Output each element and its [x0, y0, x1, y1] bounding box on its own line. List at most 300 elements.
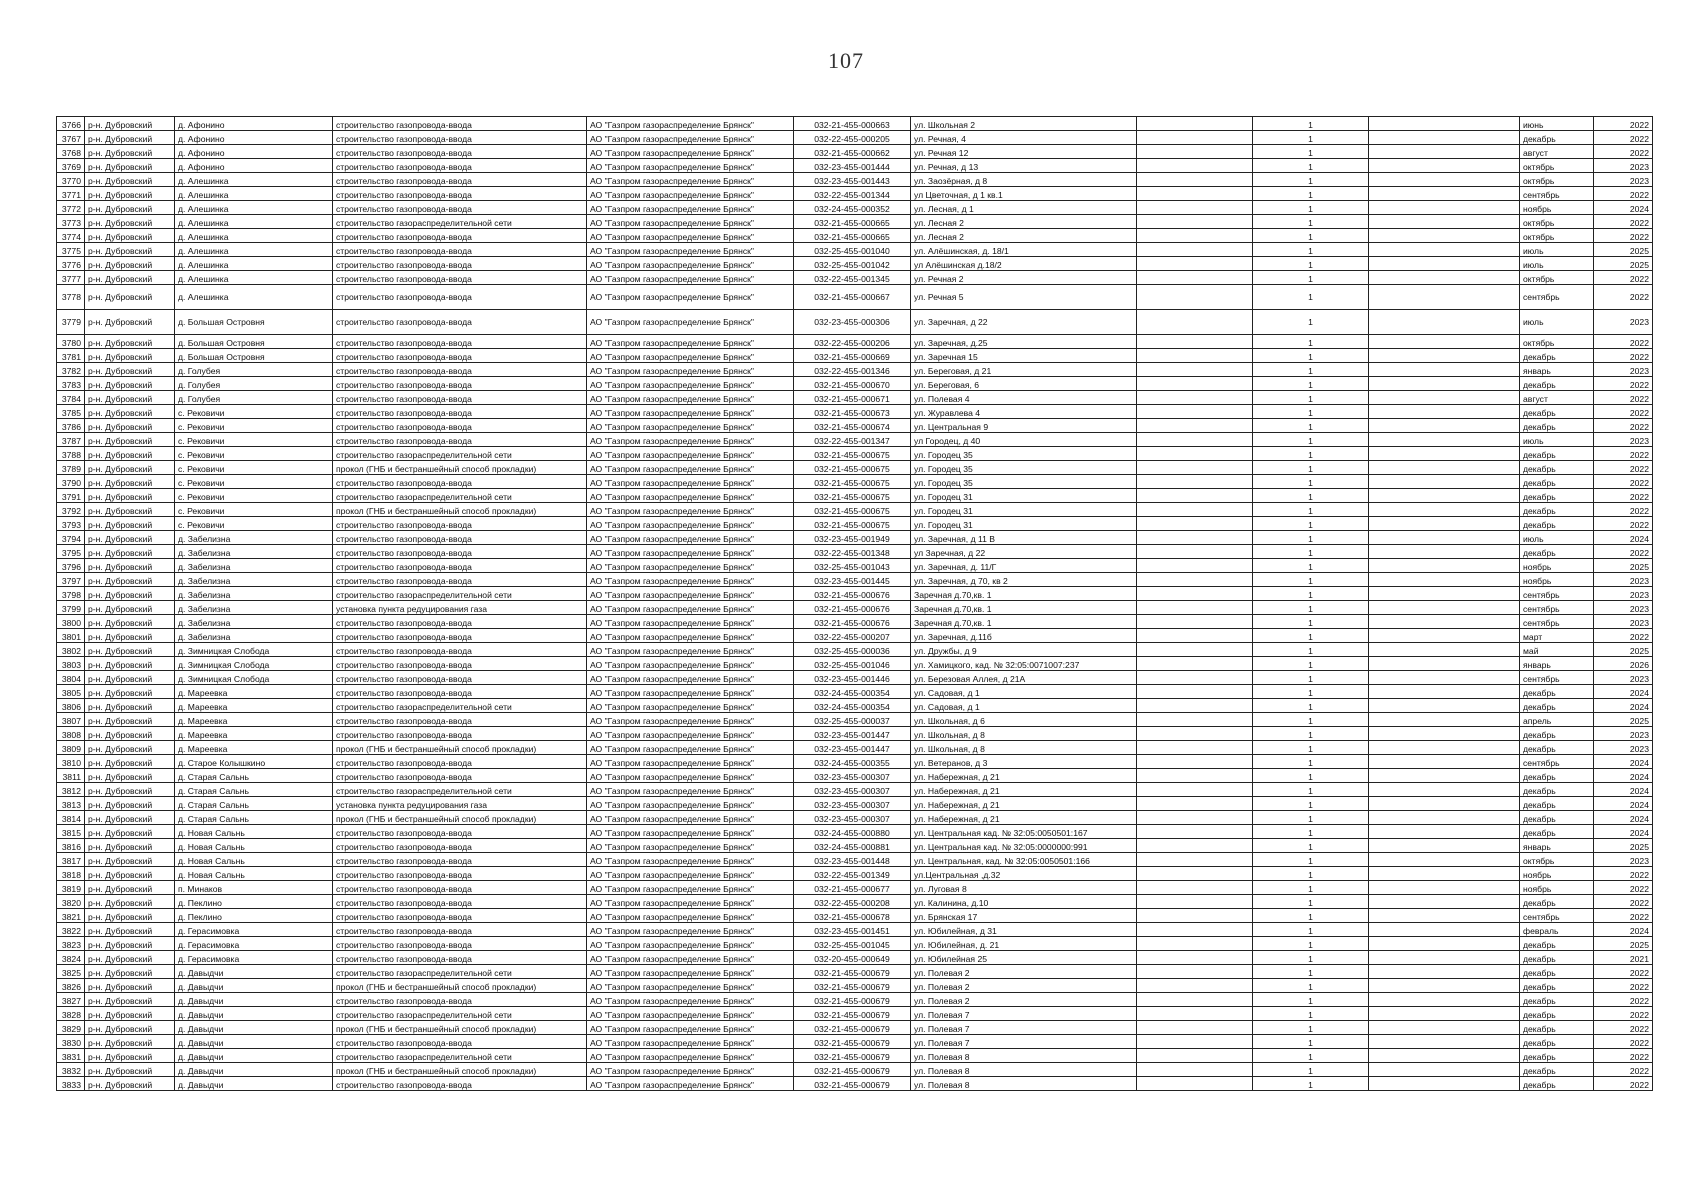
table-row [57, 979, 1653, 993]
work-type-cell: установка пункта редуцирования газа [333, 797, 587, 811]
locality-cell: д. Зимницкая Слобода [175, 657, 333, 671]
quantity-cell: 1 [1253, 909, 1369, 923]
year-cell: 2022 [1594, 1035, 1653, 1049]
locality-cell: д. Забелизна [175, 587, 333, 601]
table-row [57, 769, 1653, 783]
organization-cell: АО "Газпром газораспределение Брянск" [587, 839, 794, 853]
district-cell: р-н. Дубровский [85, 117, 175, 131]
table-row [57, 131, 1653, 145]
address-cell: ул. Полевая 2 [911, 993, 1137, 1007]
empty-cell [1369, 461, 1520, 475]
work-type-cell: строительство газораспределительной сети [333, 783, 587, 797]
organization-cell: АО "Газпром газораспределение Брянск" [587, 447, 794, 461]
district-cell: р-н. Дубровский [85, 531, 175, 545]
locality-cell: д. Афонино [175, 145, 333, 159]
address-cell: ул. Заречная, д 22 [911, 310, 1137, 335]
year-cell: 2023 [1594, 727, 1653, 741]
year-cell: 2022 [1594, 215, 1653, 229]
table-row [57, 187, 1653, 201]
address-cell: ул Алёшинская д.18/2 [911, 257, 1137, 271]
locality-cell: д. Старая Сальнь [175, 769, 333, 783]
quantity-cell: 1 [1253, 559, 1369, 573]
locality-cell: д. Старая Сальнь [175, 811, 333, 825]
empty-cell [1137, 1035, 1253, 1049]
district-cell: р-н. Дубровский [85, 909, 175, 923]
year-cell: 2023 [1594, 573, 1653, 587]
month-cell: декабрь [1520, 769, 1594, 783]
organization-cell: АО "Газпром газораспределение Брянск" [587, 131, 794, 145]
organization-cell: АО "Газпром газораспределение Брянск" [587, 993, 794, 1007]
empty-cell [1369, 573, 1520, 587]
empty-cell [1369, 1035, 1520, 1049]
quantity-cell: 1 [1253, 699, 1369, 713]
organization-cell: АО "Газпром газораспределение Брянск" [587, 699, 794, 713]
address-cell: ул. Полевая 2 [911, 965, 1137, 979]
address-cell: ул. Береговая, д 21 [911, 363, 1137, 377]
row-number: 3799 [57, 601, 85, 615]
organization-cell: АО "Газпром газораспределение Брянск" [587, 797, 794, 811]
organization-cell: АО "Газпром газораспределение Брянск" [587, 215, 794, 229]
quantity-cell: 1 [1253, 839, 1369, 853]
work-type-cell: строительство газопровода-ввода [333, 671, 587, 685]
object-code-cell: 032-23-455-000307 [794, 797, 911, 811]
object-code-cell: 032-25-455-001045 [794, 937, 911, 951]
month-cell: август [1520, 391, 1594, 405]
address-cell: ул. Школьная, д 8 [911, 727, 1137, 741]
work-type-cell: строительство газопровода-ввода [333, 755, 587, 769]
object-code-cell: 032-21-455-000679 [794, 965, 911, 979]
organization-cell: АО "Газпром газораспределение Брянск" [587, 727, 794, 741]
empty-cell [1369, 713, 1520, 727]
month-cell: октябрь [1520, 271, 1594, 285]
quantity-cell: 1 [1253, 187, 1369, 201]
month-cell: сентябрь [1520, 615, 1594, 629]
locality-cell: д. Герасимовка [175, 937, 333, 951]
address-cell: ул. Заречная 15 [911, 349, 1137, 363]
address-cell: ул. Калинина, д.10 [911, 895, 1137, 909]
empty-cell [1369, 201, 1520, 215]
year-cell: 2022 [1594, 335, 1653, 349]
organization-cell: АО "Газпром газораспределение Брянск" [587, 531, 794, 545]
empty-cell [1369, 117, 1520, 131]
work-type-cell: строительство газораспределительной сети [333, 215, 587, 229]
row-number: 3821 [57, 909, 85, 923]
organization-cell: АО "Газпром газораспределение Брянск" [587, 769, 794, 783]
district-cell: р-н. Дубровский [85, 643, 175, 657]
address-cell: ул.Центральная ,д.32 [911, 867, 1137, 881]
row-number: 3790 [57, 475, 85, 489]
row-number: 3811 [57, 769, 85, 783]
row-number: 3816 [57, 839, 85, 853]
district-cell: р-н. Дубровский [85, 201, 175, 215]
year-cell: 2024 [1594, 811, 1653, 825]
quantity-cell: 1 [1253, 461, 1369, 475]
organization-cell: АО "Газпром газораспределение Брянск" [587, 1063, 794, 1077]
row-number: 3785 [57, 405, 85, 419]
locality-cell: д. Алешинка [175, 229, 333, 243]
district-cell: р-н. Дубровский [85, 405, 175, 419]
address-cell: ул. Заречная, д.11б [911, 629, 1137, 643]
month-cell: март [1520, 629, 1594, 643]
empty-cell [1137, 993, 1253, 1007]
locality-cell: с. Рековичи [175, 461, 333, 475]
empty-cell [1137, 909, 1253, 923]
object-code-cell: 032-22-455-000205 [794, 131, 911, 145]
row-number: 3766 [57, 117, 85, 131]
empty-cell [1369, 545, 1520, 559]
month-cell: июль [1520, 531, 1594, 545]
address-cell: ул. Школьная, д 8 [911, 741, 1137, 755]
district-cell: р-н. Дубровский [85, 965, 175, 979]
work-type-cell: строительство газопровода-ввода [333, 271, 587, 285]
work-type-cell: строительство газопровода-ввода [333, 201, 587, 215]
empty-cell [1369, 601, 1520, 615]
table-row [57, 377, 1653, 391]
empty-cell [1369, 909, 1520, 923]
empty-cell [1137, 615, 1253, 629]
district-cell: р-н. Дубровский [85, 257, 175, 271]
work-type-cell: строительство газопровода-ввода [333, 433, 587, 447]
work-type-cell: строительство газопровода-ввода [333, 881, 587, 895]
address-cell: ул. Юбилейная, д. 21 [911, 937, 1137, 951]
table-row [57, 853, 1653, 867]
quantity-cell: 1 [1253, 881, 1369, 895]
quantity-cell: 1 [1253, 310, 1369, 335]
month-cell: декабрь [1520, 447, 1594, 461]
table-row [57, 201, 1653, 215]
object-code-cell: 032-21-455-000675 [794, 517, 911, 531]
address-cell: ул. Школьная 2 [911, 117, 1137, 131]
empty-cell [1369, 503, 1520, 517]
address-cell: ул. Брянская 17 [911, 909, 1137, 923]
work-type-cell: строительство газопровода-ввода [333, 615, 587, 629]
quantity-cell: 1 [1253, 601, 1369, 615]
row-number: 3768 [57, 145, 85, 159]
year-cell: 2022 [1594, 461, 1653, 475]
organization-cell: АО "Газпром газораспределение Брянск" [587, 461, 794, 475]
empty-cell [1369, 405, 1520, 419]
month-cell: декабрь [1520, 965, 1594, 979]
quantity-cell: 1 [1253, 755, 1369, 769]
empty-cell [1369, 433, 1520, 447]
object-code-cell: 032-21-455-000665 [794, 215, 911, 229]
empty-cell [1137, 601, 1253, 615]
month-cell: декабрь [1520, 979, 1594, 993]
month-cell: декабрь [1520, 741, 1594, 755]
locality-cell: д. Афонино [175, 159, 333, 173]
district-cell: р-н. Дубровский [85, 601, 175, 615]
empty-cell [1137, 1049, 1253, 1063]
district-cell: р-н. Дубровский [85, 229, 175, 243]
quantity-cell: 1 [1253, 363, 1369, 377]
year-cell: 2022 [1594, 229, 1653, 243]
work-type-cell: строительство газопровода-ввода [333, 895, 587, 909]
row-number: 3772 [57, 201, 85, 215]
quantity-cell: 1 [1253, 811, 1369, 825]
quantity-cell: 1 [1253, 117, 1369, 131]
empty-cell [1369, 363, 1520, 377]
district-cell: р-н. Дубровский [85, 285, 175, 310]
object-code-cell: 032-23-455-001949 [794, 531, 911, 545]
table-row [57, 1063, 1653, 1077]
table-row [57, 475, 1653, 489]
address-cell: ул. Набережная, д 21 [911, 769, 1137, 783]
object-code-cell: 032-21-455-000671 [794, 391, 911, 405]
table-row [57, 741, 1653, 755]
locality-cell: с. Рековичи [175, 517, 333, 531]
district-cell: р-н. Дубровский [85, 587, 175, 601]
table-row [57, 923, 1653, 937]
address-cell: ул. Садовая, д 1 [911, 699, 1137, 713]
table-row [57, 797, 1653, 811]
work-type-cell: строительство газораспределительной сети [333, 1007, 587, 1021]
empty-cell [1369, 783, 1520, 797]
empty-cell [1137, 271, 1253, 285]
year-cell: 2023 [1594, 853, 1653, 867]
year-cell: 2022 [1594, 993, 1653, 1007]
year-cell: 2022 [1594, 545, 1653, 559]
locality-cell: д. Алешинка [175, 173, 333, 187]
object-code-cell: 032-24-455-000881 [794, 839, 911, 853]
address-cell: ул. Лесная 2 [911, 229, 1137, 243]
month-cell: сентябрь [1520, 601, 1594, 615]
month-cell: декабрь [1520, 349, 1594, 363]
district-cell: р-н. Дубровский [85, 349, 175, 363]
empty-cell [1369, 489, 1520, 503]
quantity-cell: 1 [1253, 433, 1369, 447]
work-type-cell: строительство газопровода-ввода [333, 285, 587, 310]
district-cell: р-н. Дубровский [85, 447, 175, 461]
month-cell: октябрь [1520, 335, 1594, 349]
district-cell: р-н. Дубровский [85, 881, 175, 895]
year-cell: 2025 [1594, 643, 1653, 657]
table-row [57, 965, 1653, 979]
organization-cell: АО "Газпром газораспределение Брянск" [587, 391, 794, 405]
work-type-cell: строительство газопровода-ввода [333, 335, 587, 349]
organization-cell: АО "Газпром газораспределение Брянск" [587, 419, 794, 433]
organization-cell: АО "Газпром газораспределение Брянск" [587, 741, 794, 755]
address-cell: ул. Юбилейная 25 [911, 951, 1137, 965]
row-number: 3820 [57, 895, 85, 909]
empty-cell [1369, 755, 1520, 769]
work-type-cell: строительство газораспределительной сети [333, 587, 587, 601]
organization-cell: АО "Газпром газораспределение Брянск" [587, 285, 794, 310]
row-number: 3824 [57, 951, 85, 965]
empty-cell [1369, 131, 1520, 145]
row-number: 3817 [57, 853, 85, 867]
work-type-cell: строительство газопровода-ввода [333, 187, 587, 201]
organization-cell: АО "Газпром газораспределение Брянск" [587, 881, 794, 895]
work-type-cell: строительство газопровода-ввода [333, 629, 587, 643]
empty-cell [1137, 229, 1253, 243]
month-cell: январь [1520, 363, 1594, 377]
table-row [57, 517, 1653, 531]
work-type-cell: строительство газопровода-ввода [333, 391, 587, 405]
work-type-cell: строительство газопровода-ввода [333, 853, 587, 867]
empty-cell [1137, 349, 1253, 363]
month-cell: сентябрь [1520, 909, 1594, 923]
table-row [57, 811, 1653, 825]
quantity-cell: 1 [1253, 573, 1369, 587]
empty-cell [1137, 461, 1253, 475]
object-code-cell: 032-23-455-000306 [794, 310, 911, 335]
object-code-cell: 032-25-455-001043 [794, 559, 911, 573]
empty-cell [1369, 517, 1520, 531]
year-cell: 2025 [1594, 243, 1653, 257]
empty-cell [1137, 187, 1253, 201]
quantity-cell: 1 [1253, 517, 1369, 531]
empty-cell [1137, 335, 1253, 349]
object-code-cell: 032-22-455-000206 [794, 335, 911, 349]
object-code-cell: 032-22-455-001348 [794, 545, 911, 559]
row-number: 3803 [57, 657, 85, 671]
object-code-cell: 032-21-455-000674 [794, 419, 911, 433]
year-cell: 2022 [1594, 145, 1653, 159]
work-type-cell: строительство газопровода-ввода [333, 727, 587, 741]
quantity-cell: 1 [1253, 447, 1369, 461]
organization-cell: АО "Газпром газораспределение Брянск" [587, 657, 794, 671]
organization-cell: АО "Газпром газораспределение Брянск" [587, 867, 794, 881]
empty-cell [1369, 349, 1520, 363]
district-cell: р-н. Дубровский [85, 433, 175, 447]
year-cell: 2022 [1594, 1049, 1653, 1063]
work-type-cell: строительство газопровода-ввода [333, 993, 587, 1007]
month-cell: июль [1520, 310, 1594, 335]
month-cell: декабрь [1520, 1035, 1594, 1049]
row-number: 3812 [57, 783, 85, 797]
work-type-cell: строительство газопровода-ввода [333, 159, 587, 173]
month-cell: декабрь [1520, 825, 1594, 839]
year-cell: 2023 [1594, 601, 1653, 615]
empty-cell [1369, 310, 1520, 335]
row-number: 3805 [57, 685, 85, 699]
quantity-cell: 1 [1253, 201, 1369, 215]
month-cell: ноябрь [1520, 881, 1594, 895]
table-row [57, 531, 1653, 545]
quantity-cell: 1 [1253, 713, 1369, 727]
organization-cell: АО "Газпром газораспределение Брянск" [587, 489, 794, 503]
table-row [57, 937, 1653, 951]
work-type-cell: строительство газопровода-ввода [333, 909, 587, 923]
district-cell: р-н. Дубровский [85, 131, 175, 145]
month-cell: сентябрь [1520, 755, 1594, 769]
district-cell: р-н. Дубровский [85, 310, 175, 335]
work-type-cell: строительство газопровода-ввода [333, 923, 587, 937]
year-cell: 2023 [1594, 310, 1653, 335]
locality-cell: с. Рековичи [175, 447, 333, 461]
address-cell: ул. Полевая 8 [911, 1077, 1137, 1091]
district-cell: р-н. Дубровский [85, 173, 175, 187]
empty-cell [1137, 475, 1253, 489]
organization-cell: АО "Газпром газораспределение Брянск" [587, 559, 794, 573]
quantity-cell: 1 [1253, 215, 1369, 229]
row-number: 3815 [57, 825, 85, 839]
object-code-cell: 032-21-455-000679 [794, 1007, 911, 1021]
row-number: 3780 [57, 335, 85, 349]
locality-cell: д. Давыдчи [175, 1063, 333, 1077]
object-code-cell: 032-23-455-001448 [794, 853, 911, 867]
quantity-cell: 1 [1253, 1077, 1369, 1091]
address-cell: Заречная д.70,кв. 1 [911, 615, 1137, 629]
year-cell: 2022 [1594, 447, 1653, 461]
table-row [57, 727, 1653, 741]
address-cell: ул. Речная 12 [911, 145, 1137, 159]
month-cell: декабрь [1520, 475, 1594, 489]
row-number: 3795 [57, 545, 85, 559]
organization-cell: АО "Газпром газораспределение Брянск" [587, 349, 794, 363]
table-row [57, 545, 1653, 559]
object-code-cell: 032-21-455-000663 [794, 117, 911, 131]
empty-cell [1369, 657, 1520, 671]
table-row [57, 951, 1653, 965]
object-code-cell: 032-20-455-000649 [794, 951, 911, 965]
object-code-cell: 032-23-455-001447 [794, 741, 911, 755]
address-cell: ул. Лесная 2 [911, 215, 1137, 229]
organization-cell: АО "Газпром газораспределение Брянск" [587, 951, 794, 965]
row-number: 3776 [57, 257, 85, 271]
empty-cell [1137, 257, 1253, 271]
empty-cell [1137, 531, 1253, 545]
empty-cell [1137, 643, 1253, 657]
year-cell: 2022 [1594, 271, 1653, 285]
organization-cell: АО "Газпром газораспределение Брянск" [587, 335, 794, 349]
table-row [57, 145, 1653, 159]
row-number: 3822 [57, 923, 85, 937]
row-number: 3787 [57, 433, 85, 447]
district-cell: р-н. Дубровский [85, 951, 175, 965]
work-type-cell: строительство газопровода-ввода [333, 643, 587, 657]
organization-cell: АО "Газпром газораспределение Брянск" [587, 201, 794, 215]
district-cell: р-н. Дубровский [85, 573, 175, 587]
table-row [57, 881, 1653, 895]
object-code-cell: 032-25-455-000036 [794, 643, 911, 657]
organization-cell: АО "Газпром газораспределение Брянск" [587, 545, 794, 559]
month-cell: июль [1520, 257, 1594, 271]
district-cell: р-н. Дубровский [85, 993, 175, 1007]
empty-cell [1137, 503, 1253, 517]
organization-cell: АО "Газпром газораспределение Брянск" [587, 1035, 794, 1049]
year-cell: 2025 [1594, 937, 1653, 951]
organization-cell: АО "Газпром газораспределение Брянск" [587, 1049, 794, 1063]
empty-cell [1369, 559, 1520, 573]
empty-cell [1369, 447, 1520, 461]
work-type-cell: строительство газопровода-ввода [333, 839, 587, 853]
empty-cell [1369, 853, 1520, 867]
organization-cell: АО "Газпром газораспределение Брянск" [587, 671, 794, 685]
district-cell: р-н. Дубровский [85, 419, 175, 433]
quantity-cell: 1 [1253, 825, 1369, 839]
year-cell: 2023 [1594, 671, 1653, 685]
year-cell: 2022 [1594, 965, 1653, 979]
locality-cell: д. Большая Островня [175, 335, 333, 349]
address-cell: ул. Лесная, д 1 [911, 201, 1137, 215]
year-cell: 2022 [1594, 867, 1653, 881]
empty-cell [1137, 825, 1253, 839]
district-cell: р-н. Дубровский [85, 629, 175, 643]
object-code-cell: 032-21-455-000675 [794, 447, 911, 461]
object-code-cell: 032-23-455-000307 [794, 811, 911, 825]
row-number: 3796 [57, 559, 85, 573]
district-cell: р-н. Дубровский [85, 391, 175, 405]
empty-cell [1137, 1077, 1253, 1091]
month-cell: апрель [1520, 713, 1594, 727]
month-cell: май [1520, 643, 1594, 657]
organization-cell: АО "Газпром газораспределение Брянск" [587, 783, 794, 797]
year-cell: 2023 [1594, 741, 1653, 755]
year-cell: 2023 [1594, 433, 1653, 447]
quantity-cell: 1 [1253, 285, 1369, 310]
empty-cell [1369, 993, 1520, 1007]
